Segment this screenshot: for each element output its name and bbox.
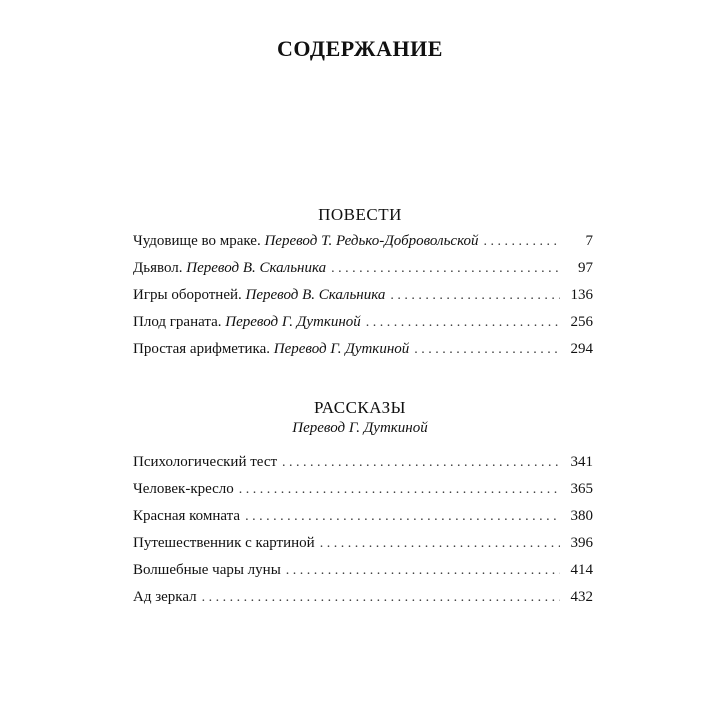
dot-leader [484, 234, 560, 250]
dot-leader [414, 342, 560, 358]
entry-page-number: 432 [570, 589, 593, 605]
entry-title: Дьявол. [133, 260, 183, 276]
entry-translator: Перевод Т. Редько-Добровольской [264, 233, 479, 249]
toc-entry[interactable] [133, 341, 593, 368]
entry-page-number: 256 [570, 314, 593, 330]
toc-entry[interactable] [133, 535, 593, 562]
dot-leader [390, 288, 560, 304]
entry-page-number: 380 [570, 508, 593, 524]
dot-leader [202, 590, 560, 606]
toc-entry[interactable] [133, 562, 593, 589]
entry-title: Ад зеркал [133, 589, 197, 605]
toc-entry[interactable] [133, 589, 593, 616]
entry-translator: Перевод Г. Дуткиной [225, 314, 361, 330]
toc-entry[interactable] [133, 508, 593, 535]
entry-title: Волшебные чары луны [133, 562, 281, 578]
dot-leader [245, 509, 560, 525]
toc-entry[interactable] [133, 233, 593, 260]
entry-page-number: 414 [570, 562, 593, 578]
entry-title: Красная комната [133, 508, 241, 524]
entry-title: Чудовище во мраке. [133, 233, 261, 249]
entry-title: Простая арифметика. [133, 341, 271, 357]
dot-leader [286, 563, 560, 579]
page-title: СОДЕРЖАНИЕ [277, 36, 443, 61]
section-heading-rasskazy: РАССКАЗЫ [314, 398, 406, 417]
entry-page-number: 365 [570, 481, 593, 497]
toc-entry[interactable] [133, 314, 593, 341]
entry-title: Плод граната. [133, 314, 222, 330]
entry-page-number: 7 [585, 233, 593, 249]
entry-title: Человек-кресло [133, 481, 234, 497]
dot-leader [239, 482, 560, 498]
section-subheading: Перевод Г. Дуткиной [292, 420, 428, 436]
entry-page-number: 97 [578, 260, 593, 276]
entry-title: Путешественник с картиной [133, 535, 315, 551]
toc-list-rasskazy [133, 454, 593, 616]
toc-entry[interactable] [133, 287, 593, 314]
section-heading-povesti: ПОВЕСТИ [318, 205, 402, 224]
toc-entry[interactable] [133, 454, 593, 481]
dot-leader [366, 315, 560, 331]
dot-leader [282, 455, 560, 471]
toc-list-povesti [133, 233, 593, 368]
entry-translator: Перевод В. Скальника [245, 287, 386, 303]
entry-translator: Перевод В. Скальника [186, 260, 327, 276]
entry-translator: Перевод Г. Дуткиной [273, 341, 410, 357]
entry-title: Игры оборотней. [133, 287, 242, 303]
entry-page-number: 136 [570, 287, 593, 303]
toc-entry[interactable] [133, 260, 593, 287]
entry-page-number: 396 [570, 535, 593, 551]
entry-page-number: 341 [570, 454, 593, 470]
toc-entry[interactable] [133, 481, 593, 508]
entry-title: Психологический тест [133, 454, 278, 470]
dot-leader [320, 536, 560, 552]
dot-leader [331, 261, 560, 277]
entry-page-number: 294 [570, 341, 593, 357]
